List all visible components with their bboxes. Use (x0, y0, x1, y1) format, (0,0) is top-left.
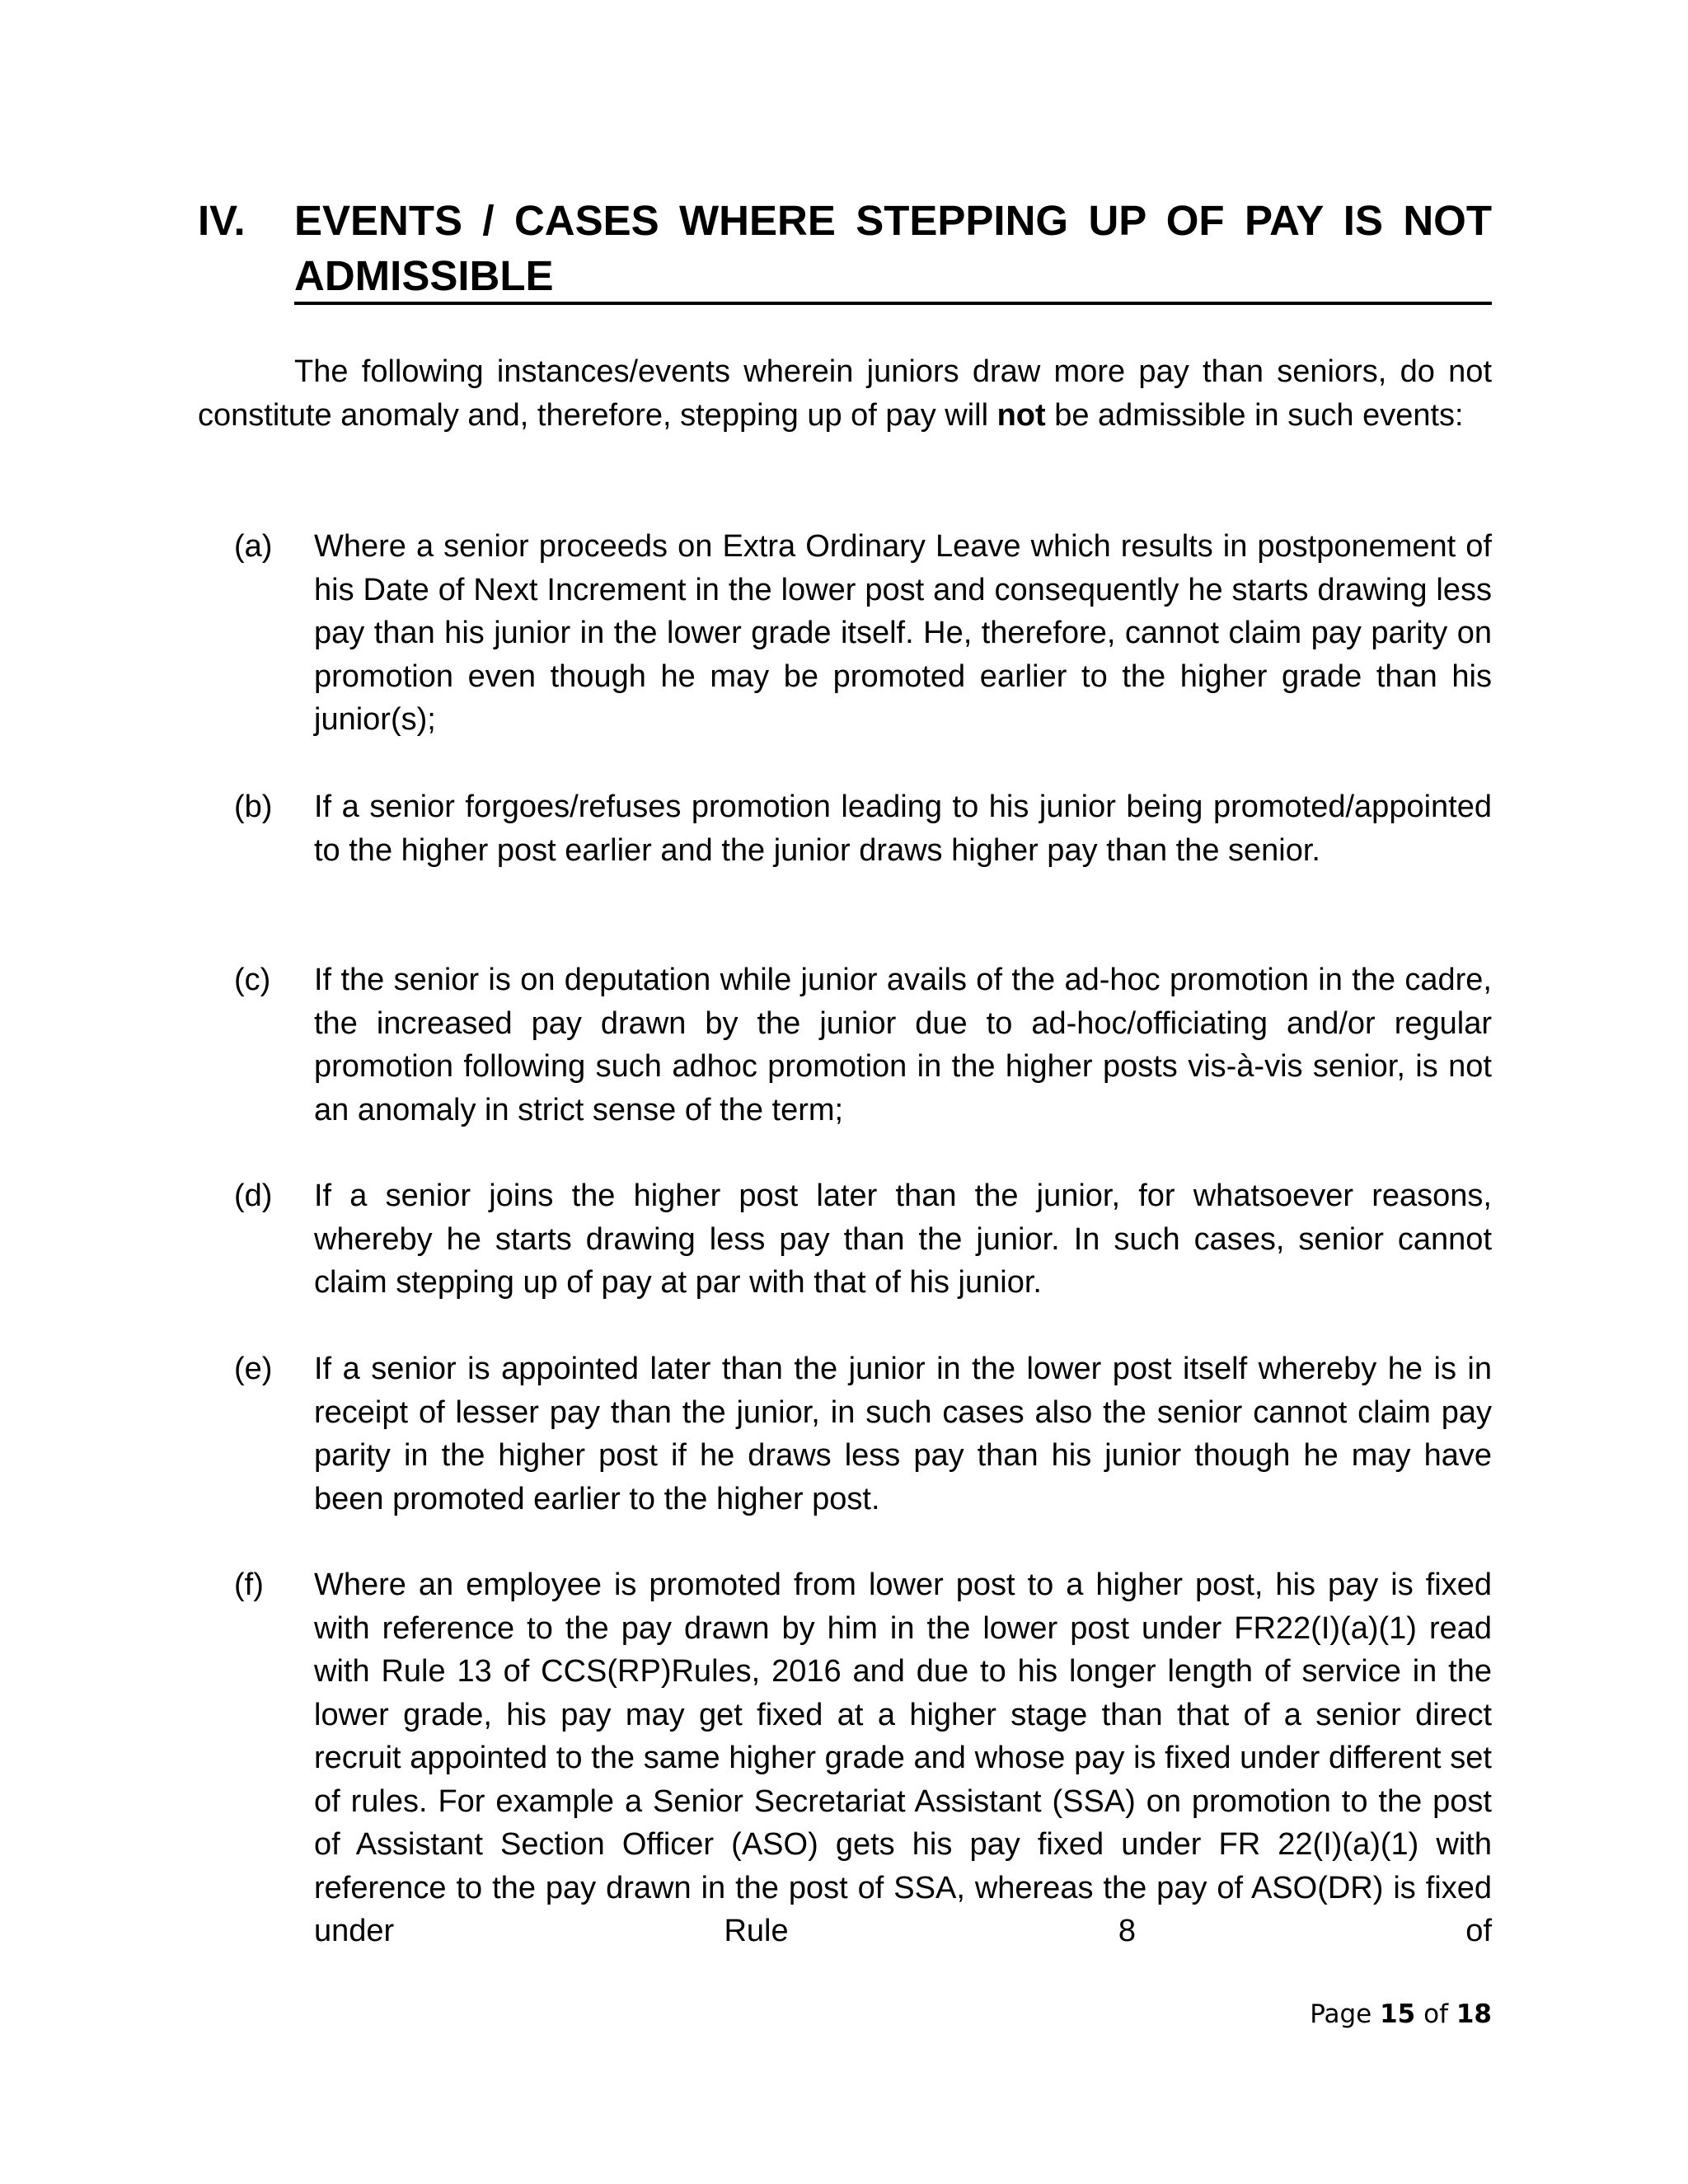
list-item-text: Where an employee is promoted from lower post to a higher post, his pay is fixed with reference to the pay drawn by him in the lower post under FR22(I)(a)(1) read with Rule 13 of CCS(RP)Rules, 2016 and due to his longer length of service in the lower grade, his pay may get fixed at a higher stage than that of a senior direct recruit appointed to the same higher grade and whose pay is fixed under different set of rules. For example a Senior Secretariat Assistant (SSA) on promotion to the post of Assistant Section Officer (ASO) gets his pay fixed under FR 22(I)(a)(1) with reference to the pay drawn in the post of SSA, whereas the pay of ASO(DR) is fixed under Rule 8 of (314, 1568, 1492, 1948)
list-item-marker: (f) (234, 1568, 264, 1602)
list-item-text: If a senior forgoes/refuses promotion leading to his junior being promoted/appointed to the higher post earlier and the junior draws higher pay than the senior. (314, 790, 1492, 868)
list-item-marker: (a) (234, 529, 273, 564)
list-item-text: Where a senior proceeds on Extra Ordinary Leave which results in postponement of his Date of Next Increment in the lower post and consequently he starts drawing less pay than his junior in the lower grade itself. He, therefore, cannot claim pay parity on promotion even though he may be promoted earlier to the higher grade than his junior(s); (314, 529, 1492, 737)
list-item-text: If the senior is on deputation while junior avails of the ad-hoc promotion in the cadre, the increased pay drawn by the junior due to ad-hoc/officiating and/or regular promotion following such adhoc promotion in the higher posts vis-à-vis senior, is not an anomaly in strict sense of the term; (314, 963, 1492, 1127)
list-item-text: If a senior joins the higher post later than the junior, for whatsoever reasons, whereby he starts drawing less pay than the junior. In such cases, senior cannot claim stepping up of pay at par with that of his junior. (314, 1179, 1492, 1300)
footer-total-pages: 18 (1456, 1999, 1492, 2029)
intro-paragraph (198, 350, 1492, 437)
section-title (294, 191, 1492, 305)
list-item-text: If a senior is appointed later than the junior in the lower post itself whereby he is in receipt of lesser pay than the junior, in such cases also the senior cannot claim pay parity in the higher post if he draws less pay than his junior though he may have been promoted earlier to the higher post. (314, 1352, 1492, 1516)
footer-of-word: of (1423, 1999, 1448, 2029)
list-item-marker: (b) (234, 790, 273, 824)
footer-page-word: Page (1310, 1999, 1372, 2029)
page-number-footer (1310, 1998, 1492, 2031)
list-item-marker: (d) (234, 1179, 273, 1213)
intro-text-end: be admissible in such events: (1045, 397, 1464, 433)
footer-current-page: 15 (1380, 1999, 1416, 2029)
section-title-line-1: EVENTS / CASES WHERE STEPPING UP OF PAY IS NOT (294, 197, 1492, 244)
list-item-marker: (e) (234, 1352, 273, 1386)
intro-bold-word: not (996, 397, 1046, 433)
section-title-line-2: ADMISSIBLE (294, 251, 1492, 305)
intro-text-start: The following instances/events wherein juniors draw more pay than seniors, do not constitute anomaly and, therefore, stepping up of pay will (198, 354, 1492, 433)
section-number: IV. (198, 197, 246, 244)
list-item-marker: (c) (234, 963, 271, 997)
